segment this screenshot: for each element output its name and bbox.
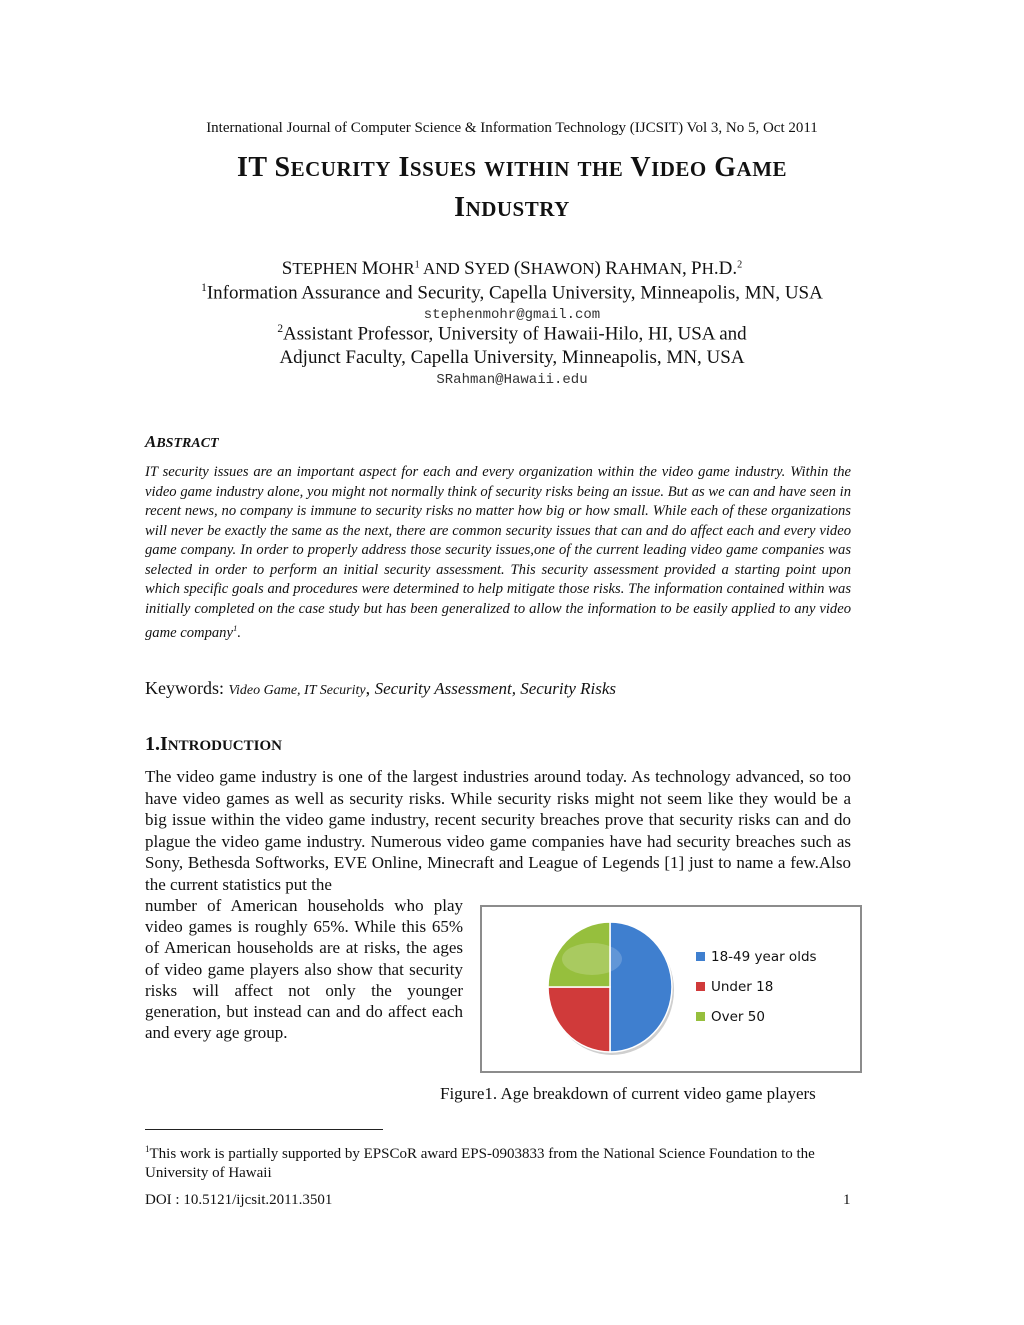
intro-paragraph-wrap: number of American households who play video games is roughly 65%. While this 65% of American households are at risks, the ages of video game players also show that security risks will affect not only the younger generation, but instead can and do affect each and every age group. — [145, 896, 463, 1043]
paper-title-line-2: INDUSTRY — [454, 192, 570, 223]
legend-item-under-18 — [696, 979, 773, 995]
footnote: $^1$This work is partially supported by EPSCoR award EPS-0903833 from the National Science Foundation to the University of Hawaii — [145, 1144, 815, 1181]
figure-caption: Figure1. Age breakdown of current video game players — [440, 1084, 816, 1103]
intro-paragraph: The video game industry is one of the largest industries around today. As technology advanced, so too have video games as well as security risks. While security risks might not seem like they would be a big issue within the video game industry, recent security breaches prove that security risks can and do plague the video game industry. Numerous video game companies have had security breaches such as Sony, Bethesda Softworks, EVE Online, Minecraft and League of Legends [1] just to name a few.Also the current statistics put the — [145, 767, 851, 894]
pie-highlight — [562, 943, 622, 975]
paper-title-line-1: IT SECURITY ISSUES WITHIN THE VIDEO GAME — [236, 152, 788, 183]
legend-item-over-50 — [696, 1009, 765, 1025]
legend-label: 18-49 year olds — [711, 949, 817, 965]
legend-label: Over 50 — [711, 1009, 765, 1025]
pie-chart-figure — [480, 905, 862, 1073]
journal-header: International Journal of Computer Science & Information Technology (IJCSIT) Vol 3, No 5, Oct 2011 — [206, 120, 818, 136]
legend-label: Under 18 — [711, 979, 774, 995]
section-heading-introduction: 1.INTRODUCTION — [145, 733, 282, 755]
keywords: Keywords: Video Game, IT Security, Security Assessment, Security Risks — [145, 678, 617, 698]
affiliation-2-line-2: Adjunct Faculty, Capella University, Minneapolis, MN, USA — [279, 347, 745, 368]
abstract-heading: ABSTRACT — [145, 432, 219, 451]
affiliation-1: $^1$Information Assurance and Security, Capella University, Minneapolis, MN, USA — [201, 282, 823, 304]
abstract-text: IT security issues are an important aspect for each and every organization within the video game industry. Within the video game industry alone, you might not normally think of security risks being an issue. But as we can and have seen in recent news, no company is immune to security risks no matter how big or how small. While each of these organizations will never be exactly the same as the next, there are common security issues that can and do affect each and every video game company. In order to properly address those security issues,one of the current leading video game companies was selected in order to perform an initial security assessment. This security assessment provided a starting point upon which specific goals and procedures were determined to help mitigate those risks. The information contained within was initially completed on the case study but has been generalized to allow the information to be easily applied to any video game company$^1$. — [145, 464, 851, 641]
doi: DOI : 10.5121/ijcsit.2011.3501 — [145, 1192, 333, 1208]
author-line: STEPHEN MOHR$^1$ AND SYED (SHAWON) RAHMAN, PH.D.$^2$ — [281, 258, 743, 279]
legend-swatch — [696, 982, 705, 991]
email-2: SRahman@Hawaii.edu — [436, 372, 588, 388]
pie-chart — [482, 907, 682, 1071]
legend-item-18-49-year-olds — [696, 949, 817, 965]
pie-slice-18-49-year-olds — [610, 922, 672, 1052]
email-1: stephenmohr@gmail.com — [423, 307, 601, 323]
affiliation-2-line-1: $^2$Assistant Professor, University of Hawaii-Hilo, HI, USA and — [277, 323, 747, 345]
page-number: 1 — [843, 1192, 851, 1208]
pie-slice-under-18 — [548, 987, 610, 1052]
footnote-rule — [145, 1129, 383, 1130]
legend-swatch — [696, 1012, 705, 1021]
legend-swatch — [696, 952, 705, 961]
